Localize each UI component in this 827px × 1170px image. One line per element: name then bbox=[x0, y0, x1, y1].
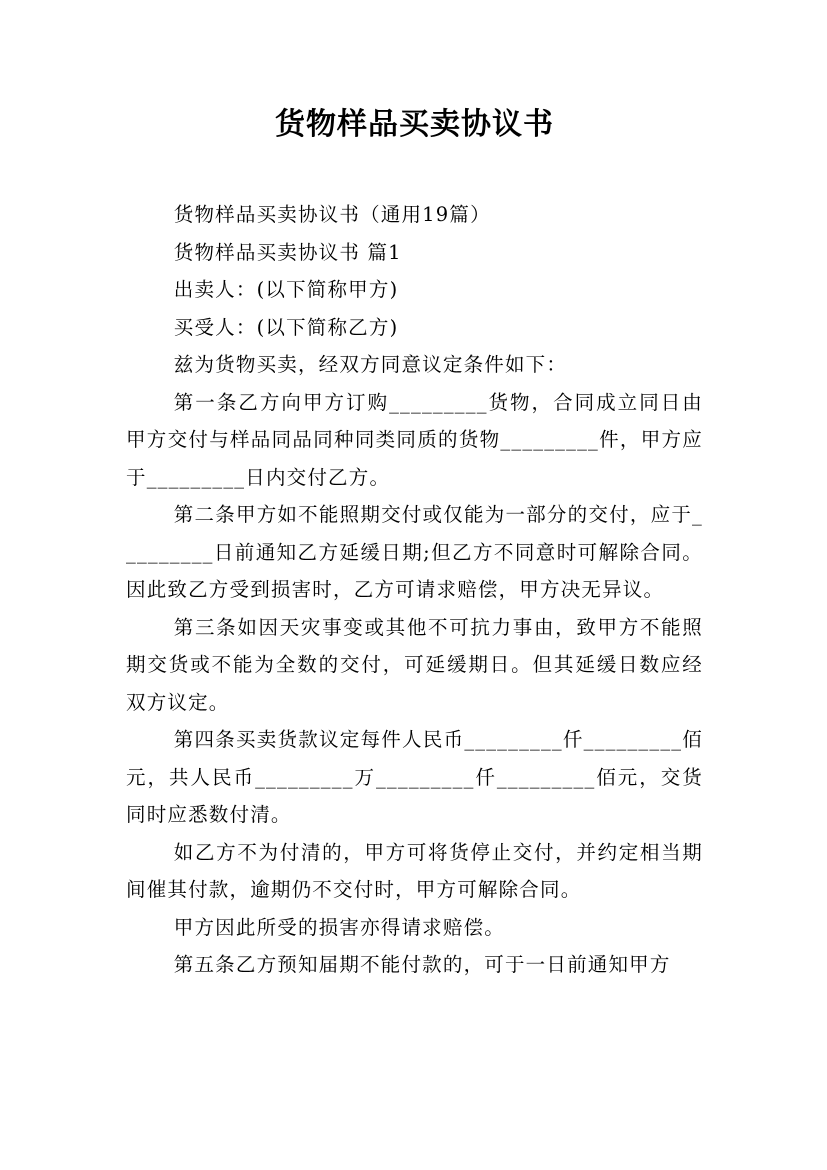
document-title: 货物样品买卖协议书 bbox=[275, 107, 554, 142]
paragraph-preamble: 兹为货物买卖，经双方同意议定条件如下： bbox=[173, 353, 568, 376]
paragraph-section-heading: 货物样品买卖协议书 篇1 bbox=[173, 240, 402, 264]
paragraph-seller: 出卖人：(以下简称甲方) bbox=[173, 278, 399, 301]
document-body bbox=[126, 196, 703, 984]
paragraph-buyer: 买受人：(以下简称乙方) bbox=[173, 315, 399, 339]
paragraph-article-5: 第五条乙方预知届期不能付款的，可于一日前通知甲方 bbox=[173, 953, 671, 976]
paragraph-article-4-cont-2: 甲方因此所受的损害亦得请求赔偿。 bbox=[173, 915, 505, 939]
paragraph-article-1: 第一条乙方向甲方订购_________货物，合同成立同日由甲方交付与样品同品同种同类同质的货物_________件，甲方应于_________日内交付乙方。 bbox=[126, 390, 703, 489]
paragraph-subtitle: 货物样品买卖协议书（通用19篇） bbox=[173, 203, 491, 226]
paragraph-article-2: 第二条甲方如不能照期交付或仅能为一部分的交付，应于_________日前通知乙方延缓日期;但乙方不同意时可解除合同。因此致乙方受到损害时，乙方可请求赔偿，甲方决无异议。 bbox=[126, 503, 703, 601]
paragraph-article-4-cont-1: 如乙方不为付清的，甲方可将货停止交付，并约定相当期间催其付款，逾期仍不交付时，甲方可解除合同。 bbox=[126, 840, 703, 901]
paragraph-article-3: 第三条如因天灾事变或其他不可抗力事由，致甲方不能照期交货或不能为全数的交付，可延缓期日。但其延缓日数应经双方议定。 bbox=[126, 615, 703, 714]
paragraph-article-4: 第四条买卖货款议定每件人民币_________仟_________佰元，共人民币_________万_________仟_________佰元，交货同时应悉数付清。 bbox=[126, 728, 703, 826]
